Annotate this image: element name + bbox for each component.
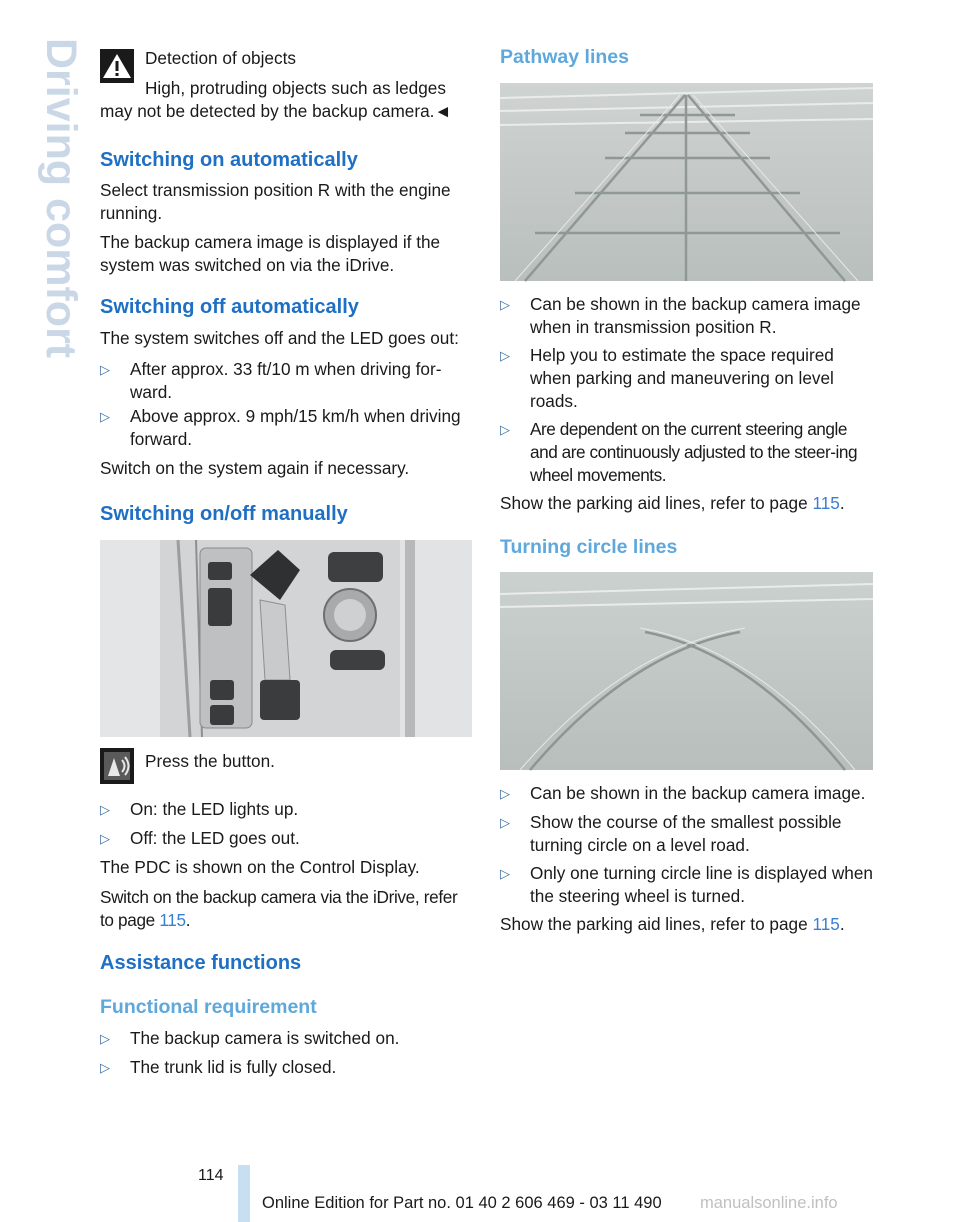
list-item: ▷ Are dependent on the current steering angle and are continuously adjusted to the steer-ing wheel movements.: [500, 419, 858, 485]
footer-bar: [238, 1165, 250, 1222]
pathway-ref-text: Show the parking aid lines, refer to page 115.: [500, 493, 845, 513]
heading-switch-off-auto: Switching off automatically: [100, 296, 359, 318]
center-console-image: [100, 540, 472, 737]
warning-title: Detection of objects: [145, 48, 296, 68]
bullet-triangle-icon: ▷: [100, 362, 110, 377]
bullet-triangle-icon: ▷: [500, 422, 510, 437]
side-title-text: Driving comfort: [37, 38, 85, 359]
pathway-lines-image: [500, 83, 873, 281]
list-item: ▷ The trunk lid is fully closed.: [100, 1057, 337, 1077]
bullet-triangle-icon: ▷: [500, 297, 510, 312]
heading-assistance: Assistance functions: [100, 952, 302, 974]
warning-text-line1: High, protruding objects such as ledges: [145, 78, 446, 98]
list-item: ▷ Off: the LED goes out.: [100, 828, 300, 848]
list-item: ▷ Only one turning circle line is displayed when the steering wheel is turned.: [500, 863, 873, 906]
heading-switch-on-auto: Switching on automatically: [100, 149, 358, 171]
bullet-triangle-icon: ▷: [500, 866, 510, 881]
page-link[interactable]: 115: [812, 493, 840, 513]
turning-circle-image: [500, 572, 873, 770]
page-number: 114: [198, 1167, 224, 1184]
bullet-triangle-icon: ▷: [500, 348, 510, 363]
page-link[interactable]: 115: [812, 914, 840, 934]
list-item: ▷ Can be shown in the backup camera image.: [500, 783, 866, 803]
pdc-button-icon: [100, 748, 134, 784]
pdc-control-display-text: The PDC is shown on the Control Display.: [100, 857, 420, 877]
list-item: ▷ Help you to estimate the space required when parking and maneuvering on level roads.: [500, 345, 834, 411]
list-item: ▷ After approx. 33 ft/10 m when driving for-ward.: [100, 359, 442, 402]
bullet-triangle-icon: ▷: [100, 1031, 110, 1046]
bullet-triangle-icon: ▷: [100, 802, 110, 817]
bullet-triangle-icon: ▷: [100, 1060, 110, 1075]
warning-triangle-icon: [100, 49, 134, 83]
list-item: ▷ The backup camera is switched on.: [100, 1028, 400, 1048]
switch-on-camera-text: Switch on the backup camera via the iDrive, refer to page 115.: [100, 887, 458, 930]
switch-on-para1: Select transmission position R with the engine running.: [100, 180, 451, 223]
heading-turning-circle: Turning circle lines: [500, 536, 678, 558]
press-button-text: Press the button.: [145, 751, 275, 771]
turning-ref-text: Show the parking aid lines, refer to page 115.: [500, 914, 845, 934]
bullet-triangle-icon: ▷: [500, 786, 510, 801]
list-item: ▷ Can be shown in the backup camera image when in transmission position R.: [500, 294, 861, 337]
list-item: ▷ On: the LED lights up.: [100, 799, 299, 819]
warning-text-line2: may not be detected by the backup camera.◄: [100, 101, 452, 121]
heading-pathway-lines: Pathway lines: [500, 46, 629, 68]
list-item: ▷ Above approx. 9 mph/15 km/h when driving forward.: [100, 406, 461, 449]
switch-off-intro: The system switches off and the LED goes out:: [100, 328, 459, 348]
heading-switch-manual: Switching on/off manually: [100, 503, 348, 525]
switch-on-para2: The backup camera image is displayed if the system was switched on via the iDrive.: [100, 232, 441, 275]
switch-off-outro: Switch on the system again if necessary.: [100, 458, 410, 478]
side-title: [0, 38, 85, 359]
watermark: manualsonline.info: [700, 1194, 838, 1212]
subheading-functional-requirement: Functional requirement: [100, 996, 317, 1018]
bullet-triangle-icon: ▷: [100, 409, 110, 424]
page-link[interactable]: 115: [159, 910, 186, 930]
list-item: ▷ Show the course of the smallest possible turning circle on a level road.: [500, 812, 842, 855]
edition-text: Online Edition for Part no. 01 40 2 606 469 - 03 11 490: [262, 1194, 662, 1212]
bullet-triangle-icon: ▷: [100, 831, 110, 846]
bullet-triangle-icon: ▷: [500, 815, 510, 830]
